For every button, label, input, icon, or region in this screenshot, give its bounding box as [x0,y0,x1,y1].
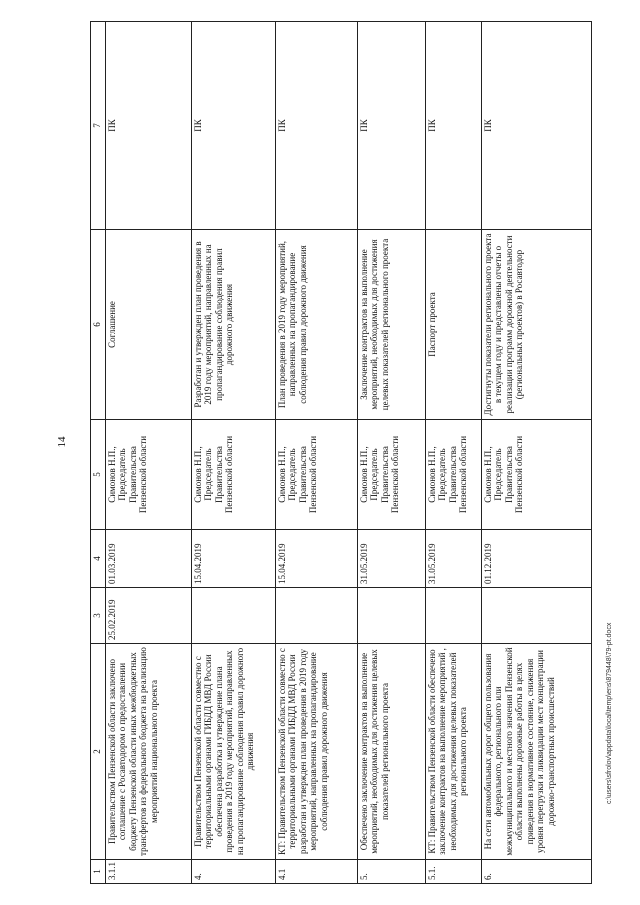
row-responsible: Симонов Н.П., Председатель Правительства Пензенской области [482,420,592,530]
row-start-date [358,588,426,644]
table-row [276,22,358,884]
row-responsible: Симонов Н.П., Председатель Правительства Пензенской области [426,420,482,530]
file-path-footer: c:\users\sfrolov\appdata\local\temp\ens\879448\79-pt.docx [606,622,613,804]
row-result: Заключение контрактов на выполнение мероприятий, необходимых для достижения целевых показателей регионального проекта [358,230,426,420]
header-col-3: 3 [91,588,106,644]
table-row [106,22,192,884]
row-number: 4.1 [276,860,358,884]
row-responsible: Симонов Н.П., Председатель Правительства Пензенской области [106,420,192,530]
row-end-date: 01.03.2019 [106,530,192,588]
row-responsible: Симонов Н.П., Председатель Правительства Пензенской области [276,420,358,530]
header-row [91,22,106,884]
header-col-6: 6 [91,230,106,420]
row-level: ПК [106,22,192,230]
row-result: Разработан и утвержден план проведения в 2019 году мероприятий, направленных на пропагандирование соблюдения правил дорожного движения [192,230,276,420]
row-description: Правительством Пензенской области совместно с территориальными органами ГИБДД МВД России обеспечена разработка и утверждение плана проведения в 2019 году мероприятий, направленных на пропагандирование соблюдения правил дорожного движения [192,644,276,860]
row-end-date: 15.04.2019 [192,530,276,588]
row-number: 4. [192,860,276,884]
row-start-date [426,588,482,644]
row-level: ПК [358,22,426,230]
row-level: ПК [276,22,358,230]
row-number: 5.1. [426,860,482,884]
row-description: КТ: Правительством Пензенской области обеспечено заключение контрактов на выполнение мероприятий , необходимых для достижения целевых показателей регионального проекта [426,644,482,860]
row-level: ПК [192,22,276,230]
table-row [358,22,426,884]
row-responsible: Симонов Н.П., Председатель Правительства Пензенской области [358,420,426,530]
header-col-1: 1 [91,860,106,884]
row-start-date: 25.02.2019 [106,588,192,644]
row-start-date [482,588,592,644]
row-level: ПК [482,22,592,230]
row-number: 5. [358,860,426,884]
row-start-date [192,588,276,644]
table-row [426,22,482,884]
row-description: Правительством Пензенской области заключено соглашение с Росавтодором о предоставлении бюджету Пензенской области иных межбюджетных трансфертов из федерального бюджета на реализацию мероприятий национального проекта [106,644,192,860]
row-result: Достигнуты показатели регионального проекта в текущем году и представлены отчеты о реализации программ дорожной деятельности (региональных проектов) в Росавтодор [482,230,592,420]
row-description: На сети автомобильных дорог общего пользования федерального, регионального или межмуниципального и местного значения Пензенской области выполнены дорожные работы в целях приведения в нормативное состояние, снижения уровня перегрузки и ликвидации мест концентрации дорожно-транспортных происшествий [482,644,592,860]
project-table [90,21,592,884]
header-col-2: 2 [91,644,106,860]
row-result: Соглашение [106,230,192,420]
row-number: 3.1.1 [106,860,192,884]
row-end-date: 01.12.2019 [482,530,592,588]
table-row [192,22,276,884]
row-end-date: 31.05.2019 [426,530,482,588]
row-start-date [276,588,358,644]
row-result: Паспорт проекта [426,230,482,420]
header-col-5: 5 [91,420,106,530]
table-row [482,22,592,884]
rotated-table-sheet [90,22,592,884]
row-end-date: 15.04.2019 [276,530,358,588]
header-col-7: 7 [91,22,106,230]
page-number: 14 [56,436,68,448]
row-result: План проведения в 2019 году мероприятий, направленных на пропагандирование соблюдения правил дорожного движения [276,230,358,420]
rotation-wrapper [90,22,592,884]
row-number: 6. [482,860,592,884]
header-col-4: 4 [91,530,106,588]
row-responsible: Симонов Н.П., Председатель Правительства Пензенской области [192,420,276,530]
row-level: ПК [426,22,482,230]
row-end-date: 31.05.2019 [358,530,426,588]
row-description: Обеспечено заключение контрактов на выполнение мероприятий, необходимых для достижения целевых показателей регионального проекта [358,644,426,860]
row-description: КТ: Правительством Пензенской области совместно с территориальными органами ГИБДД МВД России разработан и утвержден план проведения в 2019 году мероприятий, направленных на пропагандирование соблюдения правил дорожного движения [276,644,358,860]
